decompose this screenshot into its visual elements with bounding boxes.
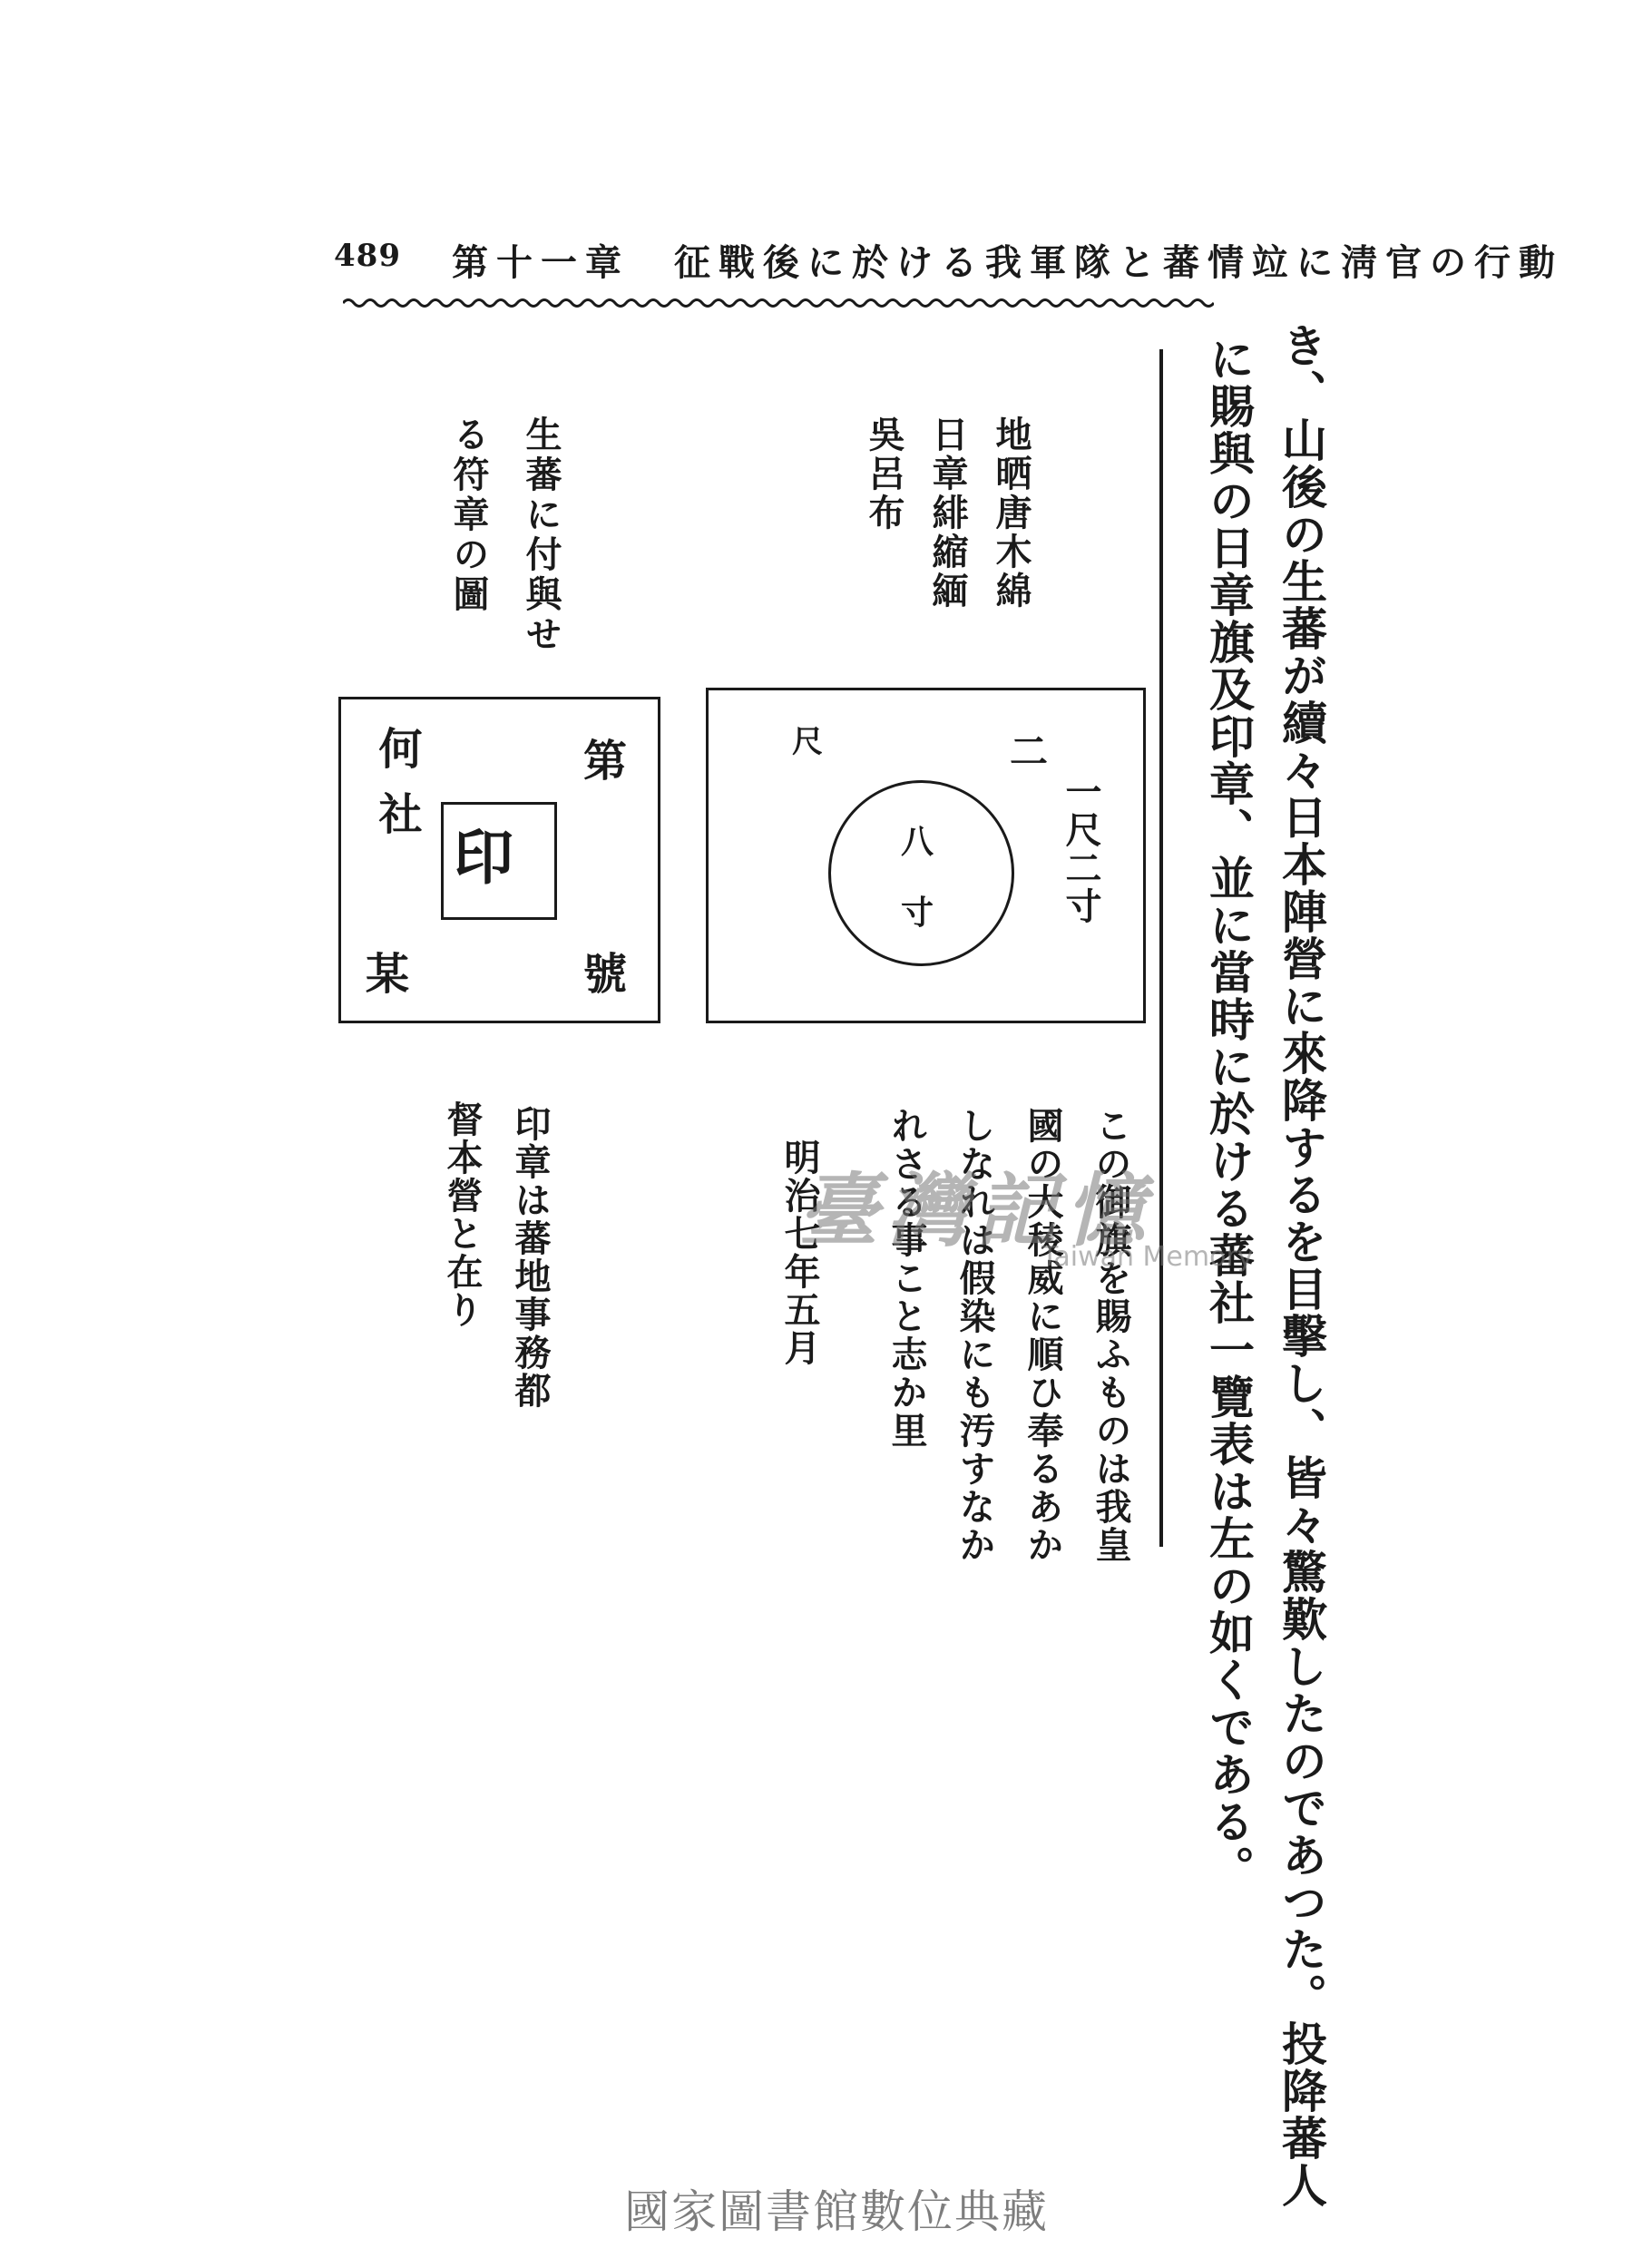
seal-note-line-2: 督本營と在り: [441, 1100, 484, 1329]
running-header-title: 第十一章 征戰後に於ける我軍隊と蕃情竝に淸官の行動: [452, 241, 1563, 284]
seal-number-prefix: 第: [583, 736, 628, 787]
watermark-subtitle: Taiwan Memory: [1041, 1241, 1254, 1273]
vertical-divider: [1159, 349, 1163, 1547]
flag-spec-line: 吳呂布: [863, 415, 905, 533]
sun-size-number: 八: [901, 823, 934, 861]
header-wavy-rule: [343, 295, 1214, 311]
seal-tribe-person: 某: [366, 949, 410, 1000]
watermark-title: 臺灣記憶: [798, 1163, 1155, 1257]
sun-disc-circle: [828, 780, 1014, 966]
seal-tribe-name: 何社: [371, 726, 422, 856]
flag-spec-line: 日章緋縮緬: [926, 415, 969, 611]
seal-stamp-character: 印: [454, 822, 513, 893]
flag-length-unit: 尺: [792, 724, 823, 760]
seal-number-suffix: 號: [583, 949, 628, 1000]
seal-caption-line: る符章の圖: [447, 415, 490, 615]
seal-note-line-1: 印章は蕃地事務都: [509, 1105, 552, 1410]
inscription-line-4: れさる事こと志か里: [885, 1107, 928, 1450]
body-text-line-1: き、山後の生蕃が續々日本陣營に來降するを目擊し、皆々驚歎したのであつた。投降蕃人: [1275, 322, 1328, 2209]
inscription-line-3: しなれは假染にも汚すなか: [953, 1107, 996, 1564]
sun-size-unit: 寸: [901, 894, 934, 932]
archive-footer-label: 國家圖書館數位典藏: [624, 2185, 1049, 2238]
flag-spec-line: 地晒唐木綿: [990, 415, 1032, 611]
taiwan-memory-watermark: [798, 1148, 1306, 1293]
flag-width-label: 一尺二寸: [1060, 773, 1102, 925]
inscription-line-1: この御旗を賜ふものは我皇: [1090, 1107, 1132, 1564]
inscription-date: 明治七年五月: [778, 1139, 821, 1367]
body-text-line-2: に賜與の日章旗及印章、並に當時に於ける蕃社一覽表は左の如くである。: [1202, 336, 1256, 1892]
seal-caption-line: 生蕃に付與せ: [520, 415, 562, 655]
flag-length-number: 二: [1010, 729, 1049, 774]
inscription-line-2: 國の大稜威に順ひ奉るあか: [1022, 1107, 1064, 1564]
page-number: 489: [334, 238, 401, 274]
